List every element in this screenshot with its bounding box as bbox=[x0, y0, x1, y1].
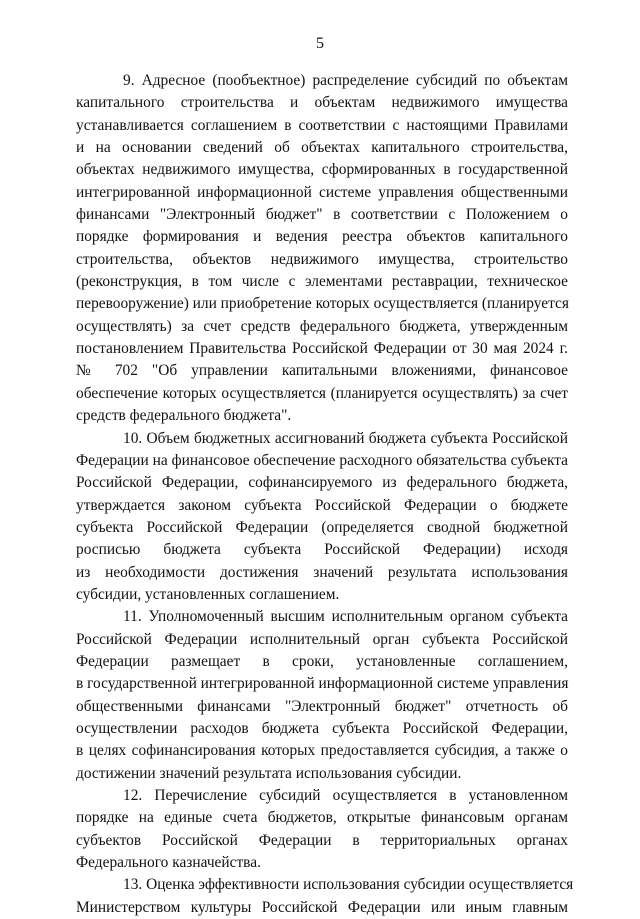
text-line: из необходимости достижения значений результата использования bbox=[76, 563, 568, 581]
text-line: в государственной интегрированной информационной системе управления bbox=[76, 675, 569, 693]
paragraph-p10 bbox=[76, 428, 568, 607]
text-line: достижении значений результата использования субсидии. bbox=[76, 764, 462, 782]
text-line: обеспечение которых осуществляется (планируется осуществлять) за счет bbox=[76, 384, 568, 402]
text-line: в целях софинансирования которых предоставляется субсидия, а также о bbox=[76, 742, 568, 760]
text-line: постановлением Правительства Российской Федерации от 30 мая 2024 г. bbox=[76, 340, 568, 358]
text-line: и на основании сведений об объектах капитального строительства, bbox=[76, 139, 568, 157]
text-line: Федерального казначейства. bbox=[76, 854, 261, 872]
text-line: 11. Уполномоченный высшим исполнительным органом субъекта bbox=[123, 608, 568, 626]
text-line: устанавливается соглашением в соответствии с настоящими Правилами bbox=[76, 116, 568, 134]
text-line: Российской Федерации, софинансируемого из федерального бюджета, bbox=[76, 474, 568, 492]
paragraph-p12 bbox=[76, 785, 568, 874]
text-line: общественными финансами "Электронный бюджет" отчетность об bbox=[76, 697, 568, 715]
text-line: осуществлении расходов бюджета субъекта Российской Федерации, bbox=[76, 719, 568, 737]
text-line: средств федерального бюджета". bbox=[76, 407, 292, 425]
paragraph-p13 bbox=[76, 874, 574, 919]
document-body bbox=[76, 70, 574, 919]
text-line: порядке формирования и ведения реестра объектов капитального bbox=[76, 228, 568, 246]
text-line: (реконструкция, в том числе с элементами реставрации, техническое bbox=[76, 273, 568, 291]
text-line: порядке на единые счета бюджетов, открытые финансовым органам bbox=[76, 809, 568, 827]
text-line: 10. Объем бюджетных ассигнований бюджета субъекта Российской bbox=[123, 429, 568, 447]
text-line: 12. Перечисление субсидий осуществляется в установленном bbox=[123, 787, 568, 804]
text-line: № 702 "Об управлении капитальными вложениями, финансовое bbox=[76, 362, 568, 380]
paragraph-p11 bbox=[76, 606, 568, 785]
text-line: перевооружение) или приобретение которых осуществляется (планируется bbox=[76, 295, 569, 313]
text-line: Министерством культуры Российской Федерации или иным главным bbox=[76, 898, 568, 916]
text-line: субъекта Российской Федерации (определяется сводной бюджетной bbox=[76, 518, 568, 536]
text-line: росписью бюджета субъекта Российской Федерации) исходя bbox=[76, 541, 568, 559]
text-line: субсидии, установленных соглашением. bbox=[76, 585, 340, 603]
text-line: Российской Федерации исполнительный орган субъекта Российской bbox=[76, 630, 568, 648]
text-line: 9. Адресное (пообъектное) распределение субсидий по объектам bbox=[123, 72, 568, 89]
text-line: Федерации на финансовое обеспечение расходного обязательства субъекта bbox=[76, 451, 568, 469]
paragraph-p9 bbox=[76, 70, 568, 428]
text-line: утверждается законом субъекта Российской Федерации о бюджете bbox=[76, 496, 568, 514]
text-line: 13. Оценка эффективности использования субсидии осуществляется bbox=[123, 876, 574, 894]
text-line: Федерации размещает в сроки, установленные соглашением, bbox=[76, 652, 568, 670]
text-line: интегрированной информационной системе управления общественными bbox=[76, 183, 568, 201]
text-line: осуществлять) за счет средств федерального бюджета, утвержденным bbox=[76, 317, 568, 335]
text-line: финансами "Электронный бюджет" в соответствии с Положением о bbox=[76, 206, 568, 224]
text-line: объектах недвижимого имущества, сформированных в государственной bbox=[76, 161, 568, 179]
text-line: субъектов Российской Федерации в территориальных органах bbox=[76, 831, 568, 849]
page-number: 5 bbox=[316, 35, 324, 52]
text-line: строительства, объектов недвижимого имущества, строительство bbox=[76, 250, 568, 268]
text-line: капитального строительства и объектам недвижимого имущества bbox=[76, 94, 568, 112]
